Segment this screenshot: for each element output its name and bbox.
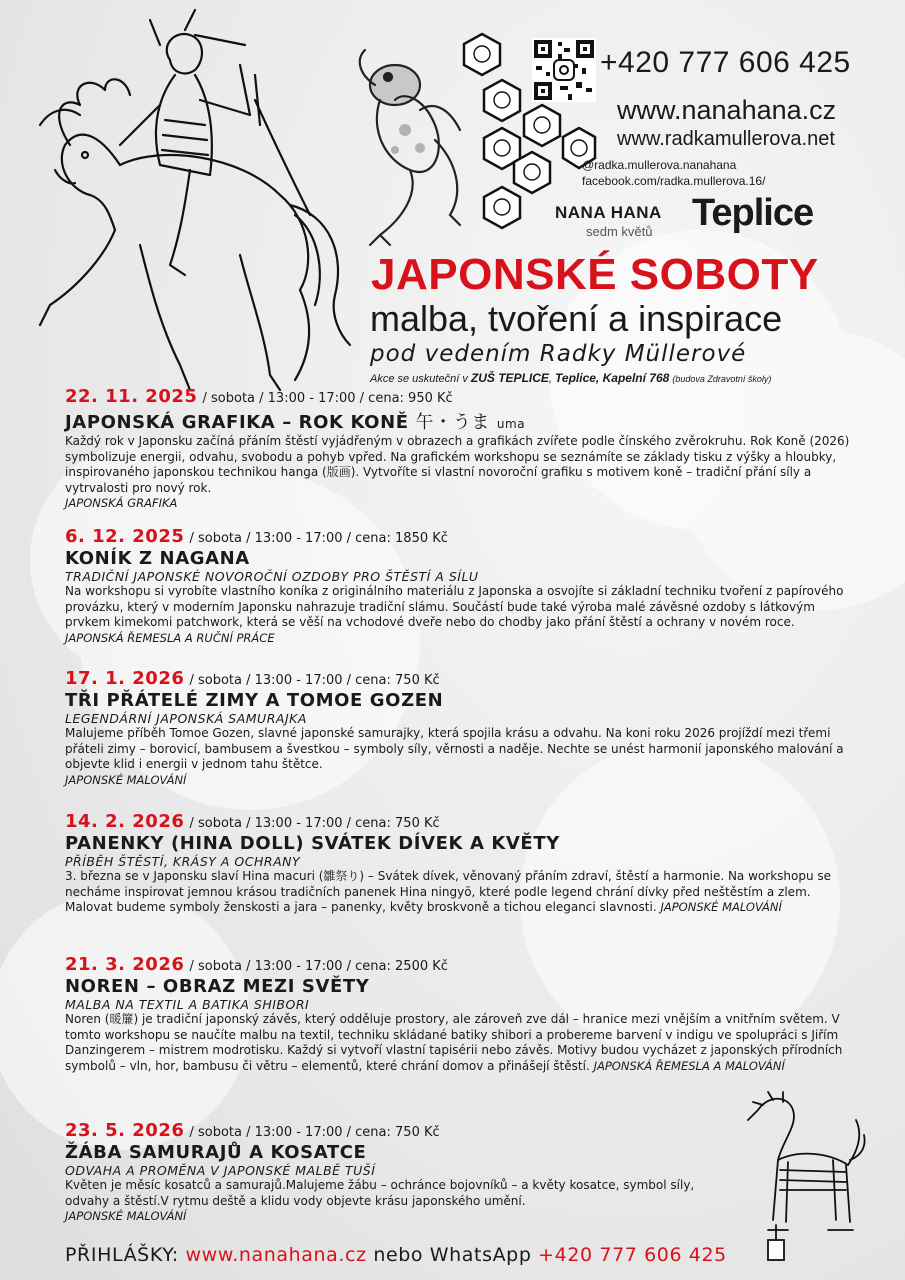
event-6 [65,1120,705,1223]
event-description: Květen je měsíc kosatců a samurajů.Malujeme žábu – ochránce bojovníků – a květy kosatce, symbol síly, odvahy a štěstí.V rytmu deště a klidu vody objevte krásu japonského umění. [65,1178,695,1208]
contact-website-nanahana[interactable]: www.nanahana.cz [617,95,837,125]
event-subtitle: MALBA NA TEXTIL A BATIKA SHIBORI [65,997,310,1012]
event-subtitle: LEGENDÁRNÍ JAPONSKÁ SAMURAJKA [65,711,307,726]
footer-link[interactable]: www.nanahana.cz [185,1244,367,1266]
event-2 [65,526,855,646]
samurai-horse-illustration [10,5,360,400]
contact-website-radka[interactable]: www.radkamullerova.net [617,128,835,150]
event-description: Každý rok v Japonsku začíná přáním štěstí vyjádřeným v obrazech a grafikách zvířete podle čínského zvěrokruhu. Rok Koně (2026) symbolizuje energii, odvahu, svobodu a pohyb vpřed. Na grafickém workshopu se seznámíte se základy tisku z výšky a hloubky, inspirovaného japonskou technikou hanga (版画). Vytvoříte si vlastní novoroční grafiku s motivem koně – tradiční přání síly a vytrvalosti pro nový rok. [65,434,850,495]
venue-note: (budova Zdravotní školy) [672,374,772,384]
qr-code[interactable] [532,38,596,102]
venue-line [370,371,771,385]
event-meta: / sobota / 13:00 - 17:00 / cena: 750 Kč [189,1125,440,1140]
event-subtitle: TRADIČNÍ JAPONSKÉ NOVOROČNÍ OZDOBY PRO ŠTĚSTÍ A SÍLU [65,569,479,584]
event-3 [65,668,855,787]
brand-subtitle: sedm květů [586,224,653,239]
event-subtitle: ODVAHA A PROMĚNA V JAPONSKÉ MALBĚ TUŠÍ [65,1163,376,1178]
event-title: ŽÁBA SAMURAJŮ A KOSATCE [65,1142,367,1163]
event-description [65,1012,855,1074]
venue-sep: , [548,373,552,385]
venue-place: ZUŠ TEPLICE [470,371,549,385]
event-meta: / sobota / 13:00 - 17:00 / cena: 2500 Kč [189,959,448,974]
event-description-text: Na workshopu si vyrobíte vlastního koníka z originálního materiálu z Japonska a osvojíte si základní techniku tvoření z papírového provázku, který v moderním Japonsku nahrazuje tradiční slámu. Součástí bude také výroba malé závěsné ozdoby s látkovým prvkem kimekomi patchwork, která se věší na vchodové dveře nebo do chodby jako přání štěstí a ochrany v novém roce. [65,584,844,629]
event-tag: JAPONSKÉ MALOVÁNÍ [660,900,782,914]
event-tag: JAPONSKÁ GRAFIKA [65,496,178,510]
event-title [65,408,855,434]
event-description-text: 3. března se v Japonsku slaví Hina macuri (雛祭り) – Svátek dívek, věnovaný přáním zdraví, štěstí a harmonie. Na workshopu se necháme inspirovat jemnou krásou tradičních panenek Hina ningyō, které podle legend chrání dívky před neštěstím a zlem. Malovat budeme symboly ženskosti a jara – panenky, květy broskvoně a tichou eleganci slavnosti. [65,869,832,914]
event-title-romaji: uma [496,417,526,431]
event-title: TŘI PŘÁTELÉ ZIMY A TOMOE GOZEN [65,690,444,711]
frog-illustration [340,30,480,250]
footer-phone[interactable]: +420 777 606 425 [538,1244,727,1266]
event-description [65,584,855,646]
footer-signup [65,1244,727,1266]
event-subtitle: PŘÍBĚH ŠTĚSTÍ, KRÁSY A OCHRANY [65,854,301,869]
event-tag: JAPONSKÁ ŘEMESLA A RUČNÍ PRÁCE [65,630,275,645]
brand-name: NANA HANA [555,203,662,222]
teplice-logo: Teplice [692,192,814,234]
event-5 [65,954,855,1074]
venue-prefix: Akce se uskuteční v [370,373,468,385]
event-date: 22. 11. 2025 [65,386,198,407]
event-title: NOREN – OBRAZ MEZI SVĚTY [65,976,370,997]
event-date: 6. 12. 2025 [65,526,185,547]
event-meta: / sobota / 13:00 - 17:00 / cena: 950 Kč [202,391,453,406]
event-description-text: Noren (暖簾) je tradiční japonský závěs, který odděluje prostory, ale zároveň zve dál – hranice mezi vnějším a vnitřním světem. V tomto workshopu se naučíte malbu na textil, techniku skládané batiky shibori a probereme barvení v indigu ve spolupráci s Jiřím Danzingerem – mistrem modrotisku. Každý si vytvoří vlastní tapisérii nebo závěs. Motivy budou vycházet z japonských přírodních symbolů – vln, hor, bambusu či větru – elementů, které chrání domov a přinášejí štěstí. [65,1012,843,1073]
footer-middle: nebo WhatsApp [373,1244,532,1266]
event-1 [65,386,855,510]
contact-phone[interactable]: +420 777 606 425 [600,46,851,79]
event-tag: JAPONSKÉ MALOVÁNÍ [65,772,187,787]
event-meta: / sobota / 13:00 - 17:00 / cena: 1850 Kč [189,531,448,546]
event-tag: JAPONSKÉ MALOVÁNÍ [65,1209,187,1223]
event-date: 14. 2. 2026 [65,811,185,832]
event-meta: / sobota / 13:00 - 17:00 / cena: 750 Kč [189,816,440,831]
event-title: PANENKY (HINA DOLL) SVÁTEK DÍVEK A KVĚTY [65,833,560,854]
event-description: Malujeme příběh Tomoe Gozen, slavné japonské samurajky, která spojila krásu a odvahu. Na koni roku 2026 projíždí mezi třemi přáteli zimy – borovicí, bambusem a švestkou – symboly síly, věrnosti a naděje. Nechte se unést harmonií japonského malování a objevte klid i energii v jednom tahu štětce. [65,726,844,771]
event-date: 23. 5. 2026 [65,1120,185,1141]
contact-instagram[interactable]: @radka.mullerova.nanahana [582,158,737,172]
event-4 [65,811,855,916]
straw-horse-illustration [738,1090,868,1265]
event-date: 21. 3. 2026 [65,954,185,975]
event-meta: / sobota / 13:00 - 17:00 / cena: 750 Kč [189,673,440,688]
contact-facebook[interactable]: facebook.com/radka.mullerova.16/ [582,174,766,188]
page-subtitle: malba, tvoření a inspirace [370,298,783,339]
event-tag: JAPONSKÁ ŘEMESLA A MALOVÁNÍ [593,1058,785,1073]
footer-label: PŘIHLÁŠKY: [65,1244,179,1266]
event-title: KONÍK Z NAGANA [65,548,250,569]
page-title: JAPONSKÉ SOBOTY [371,250,819,299]
event-title-text: JAPONSKÁ GRAFIKA – ROK KONĚ [65,412,409,433]
event-description [65,869,855,916]
guide-line: pod vedením Radky Müllerové [370,341,747,367]
event-date: 17. 1. 2026 [65,668,185,689]
venue-address: Teplice, Kapelní 768 [555,371,670,385]
event-title-japanese: 午・うま [415,412,490,433]
